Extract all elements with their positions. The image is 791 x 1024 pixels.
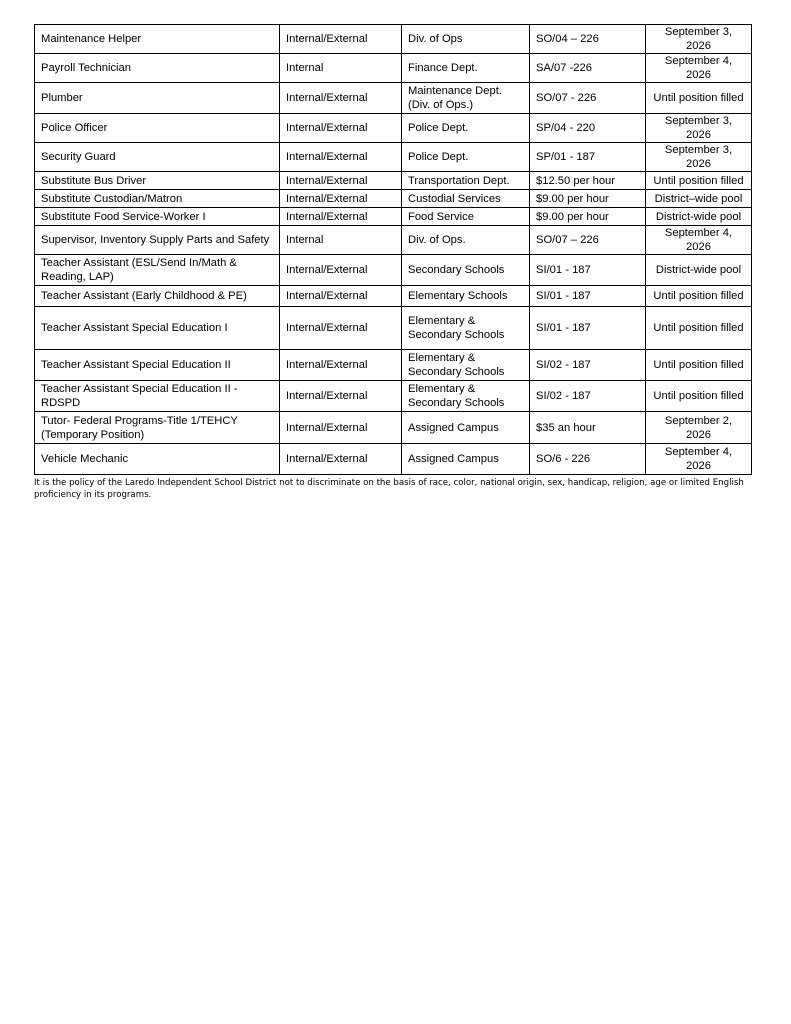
department-cell: Police Dept. [402, 114, 530, 143]
job-title-cell: Substitute Custodian/Matron [35, 190, 280, 208]
pay-grade-cell: SI/02 - 187 [530, 381, 646, 412]
department-cell: Div. of Ops. [402, 226, 530, 255]
closing-date-cell: Until position filled [646, 350, 752, 381]
department-cell: Div. of Ops [402, 25, 530, 54]
table-row [35, 286, 752, 307]
pay-grade-cell: SO/04 – 226 [530, 25, 646, 54]
table-row [35, 83, 752, 114]
posting-type-cell: Internal/External [280, 190, 402, 208]
pay-grade-cell: $9.00 per hour [530, 208, 646, 226]
department-cell: Maintenance Dept. (Div. of Ops.) [402, 83, 530, 114]
job-postings-page [34, 24, 751, 501]
pay-grade-cell: SI/01 - 187 [530, 307, 646, 350]
posting-type-cell: Internal/External [280, 286, 402, 307]
closing-date-cell: Until position filled [646, 83, 752, 114]
non-discrimination-notice: It is the policy of the Laredo Independent School District not to discriminate on the basis of race, color, national origin, sex, handicap, religion, age or limited English proficiency in its programs. [34, 478, 744, 500]
posting-type-cell: Internal/External [280, 255, 402, 286]
job-title-cell: Maintenance Helper [35, 25, 280, 54]
posting-type-cell: Internal/External [280, 444, 402, 475]
table-row [35, 444, 752, 475]
closing-date-cell: September 3, 2026 [646, 143, 752, 172]
job-title-cell: Payroll Technician [35, 54, 280, 83]
closing-date-cell: District-wide pool [646, 255, 752, 286]
department-cell: Assigned Campus [402, 412, 530, 444]
department-cell: Police Dept. [402, 143, 530, 172]
closing-date-cell: September 2, 2026 [646, 412, 752, 444]
department-cell: Secondary Schools [402, 255, 530, 286]
department-cell: Elementary & Secondary Schools [402, 381, 530, 412]
posting-type-cell: Internal [280, 54, 402, 83]
closing-date-cell: District–wide pool [646, 190, 752, 208]
table-row [35, 114, 752, 143]
job-title-cell: Substitute Bus Driver [35, 172, 280, 190]
posting-type-cell: Internal/External [280, 412, 402, 444]
posting-type-cell: Internal/External [280, 172, 402, 190]
job-title-cell: Teacher Assistant (Early Childhood & PE) [35, 286, 280, 307]
department-cell: Elementary & Secondary Schools [402, 350, 530, 381]
closing-date-cell: Until position filled [646, 307, 752, 350]
job-postings-body [35, 25, 752, 475]
department-cell: Transportation Dept. [402, 172, 530, 190]
job-title-cell: Security Guard [35, 143, 280, 172]
pay-grade-cell: $35 an hour [530, 412, 646, 444]
job-title-cell: Teacher Assistant Special Education II [35, 350, 280, 381]
closing-date-cell: September 3, 2026 [646, 25, 752, 54]
department-cell: Finance Dept. [402, 54, 530, 83]
posting-type-cell: Internal/External [280, 350, 402, 381]
pay-grade-cell: SP/01 - 187 [530, 143, 646, 172]
job-title-cell: Substitute Food Service-Worker I [35, 208, 280, 226]
department-cell: Custodial Services [402, 190, 530, 208]
closing-date-cell: Until position filled [646, 286, 752, 307]
table-row [35, 25, 752, 54]
closing-date-cell: September 4, 2026 [646, 54, 752, 83]
job-title-cell: Teacher Assistant (ESL/Send In/Math & Reading, LAP) [35, 255, 280, 286]
posting-type-cell: Internal/External [280, 114, 402, 143]
posting-type-cell: Internal/External [280, 208, 402, 226]
pay-grade-cell: SO/6 - 226 [530, 444, 646, 475]
pay-grade-cell: SI/01 - 187 [530, 286, 646, 307]
table-row [35, 381, 752, 412]
department-cell: Food Service [402, 208, 530, 226]
table-row [35, 172, 752, 190]
job-title-cell: Teacher Assistant Special Education II - RDSPD [35, 381, 280, 412]
pay-grade-cell: SO/07 – 226 [530, 226, 646, 255]
posting-type-cell: Internal [280, 226, 402, 255]
closing-date-cell: September 4, 2026 [646, 444, 752, 475]
table-row [35, 412, 752, 444]
job-title-cell: Vehicle Mechanic [35, 444, 280, 475]
posting-type-cell: Internal/External [280, 143, 402, 172]
table-row [35, 143, 752, 172]
pay-grade-cell: SI/02 - 187 [530, 350, 646, 381]
closing-date-cell: Until position filled [646, 172, 752, 190]
table-row [35, 307, 752, 350]
closing-date-cell: September 3, 2026 [646, 114, 752, 143]
job-postings-table [34, 24, 752, 475]
job-title-cell: Tutor- Federal Programs-Title 1/TEHCY (Temporary Position) [35, 412, 280, 444]
posting-type-cell: Internal/External [280, 307, 402, 350]
department-cell: Assigned Campus [402, 444, 530, 475]
pay-grade-cell: SO/07 - 226 [530, 83, 646, 114]
table-row [35, 208, 752, 226]
pay-grade-cell: $9.00 per hour [530, 190, 646, 208]
pay-grade-cell: SP/04 - 220 [530, 114, 646, 143]
closing-date-cell: District-wide pool [646, 208, 752, 226]
table-row [35, 190, 752, 208]
pay-grade-cell: SI/01 - 187 [530, 255, 646, 286]
table-row [35, 54, 752, 83]
pay-grade-cell: SA/07 -226 [530, 54, 646, 83]
department-cell: Elementary Schools [402, 286, 530, 307]
posting-type-cell: Internal/External [280, 25, 402, 54]
posting-type-cell: Internal/External [280, 381, 402, 412]
table-row [35, 255, 752, 286]
closing-date-cell: September 4, 2026 [646, 226, 752, 255]
job-title-cell: Supervisor, Inventory Supply Parts and Safety [35, 226, 280, 255]
table-row [35, 226, 752, 255]
job-title-cell: Plumber [35, 83, 280, 114]
job-title-cell: Police Officer [35, 114, 280, 143]
department-cell: Elementary & Secondary Schools [402, 307, 530, 350]
posting-type-cell: Internal/External [280, 83, 402, 114]
closing-date-cell: Until position filled [646, 381, 752, 412]
job-title-cell: Teacher Assistant Special Education I [35, 307, 280, 350]
table-row [35, 350, 752, 381]
pay-grade-cell: $12.50 per hour [530, 172, 646, 190]
